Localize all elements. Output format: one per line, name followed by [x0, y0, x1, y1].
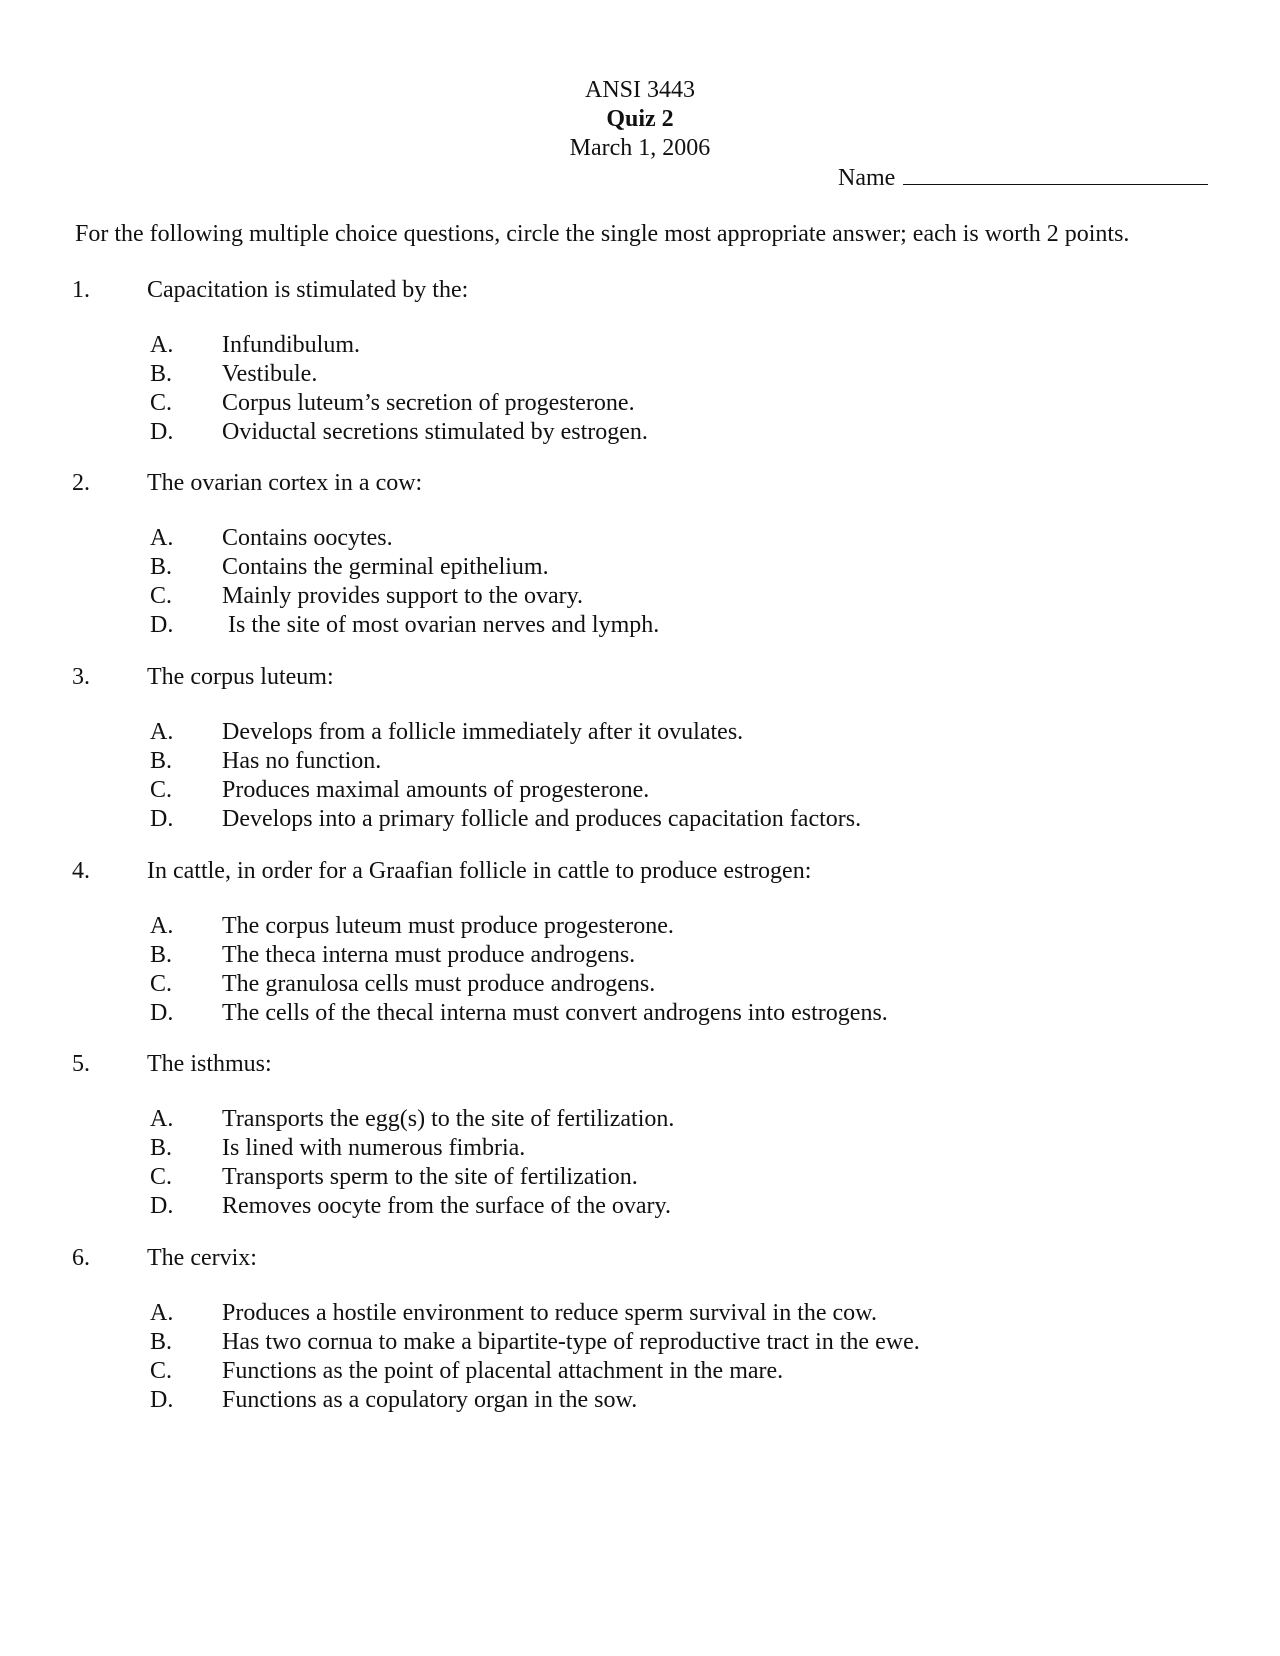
option-text: Functions as a copulatory organ in the sow.	[222, 1387, 638, 1413]
quiz-header	[0, 76, 1280, 163]
option-letter: A.	[150, 1106, 174, 1132]
option-text: Removes oocyte from the surface of the ovary.	[222, 1193, 671, 1219]
option-text: Functions as the point of placental attachment in the mare.	[222, 1358, 784, 1384]
option-text: Corpus luteum’s secretion of progesterone.	[222, 390, 635, 416]
option-letter: B.	[150, 1329, 173, 1355]
answer-option[interactable]	[72, 718, 1222, 747]
option-letter: D.	[150, 612, 174, 638]
option-text: Contains the germinal epithelium.	[222, 554, 549, 580]
answer-option[interactable]	[72, 941, 1222, 970]
instructions: For the following multiple choice questions, circle the single most appropriate answer; each is worth 2 points.	[75, 221, 1130, 247]
option-text: Transports sperm to the site of fertilization.	[222, 1164, 638, 1190]
answer-option[interactable]	[72, 1299, 1222, 1328]
question-number: 2.	[72, 470, 90, 496]
name-label: Name	[838, 165, 896, 191]
option-letter: B.	[150, 748, 173, 774]
option-text: Produces maximal amounts of progesterone.	[222, 777, 650, 803]
option-text: The corpus luteum must produce progesterone.	[222, 913, 674, 939]
option-text: Oviductal secretions stimulated by estrogen.	[222, 419, 648, 445]
option-letter: C.	[150, 777, 173, 803]
answer-option[interactable]	[72, 418, 1222, 447]
option-letter: D.	[150, 1387, 174, 1413]
question-5	[72, 1050, 1222, 1221]
option-letter: A.	[150, 719, 174, 745]
question-number: 3.	[72, 664, 90, 690]
option-letter: A.	[150, 1300, 174, 1326]
option-letter: B.	[150, 554, 173, 580]
question-4	[72, 857, 1222, 1028]
answer-option[interactable]	[72, 331, 1222, 360]
option-text: The cells of the thecal interna must convert androgens into estrogens.	[222, 1000, 888, 1026]
option-text: Is the site of most ovarian nerves and lymph.	[222, 612, 660, 638]
answer-option[interactable]	[72, 1328, 1222, 1357]
option-letter: A.	[150, 525, 174, 551]
option-text: Is lined with numerous fimbria.	[222, 1135, 526, 1161]
answer-option[interactable]	[72, 1163, 1222, 1192]
question-text: The ovarian cortex in a cow:	[147, 470, 423, 496]
option-letter: A.	[150, 332, 174, 358]
name-blank-line[interactable]	[903, 162, 1208, 185]
option-text: Mainly provides support to the ovary.	[222, 583, 584, 609]
course-title: ANSI 3443	[584, 77, 695, 103]
question-number: 5.	[72, 1051, 90, 1077]
question-3	[72, 663, 1222, 834]
answer-option[interactable]	[72, 553, 1222, 582]
option-letter: A.	[150, 913, 174, 939]
answer-option[interactable]	[72, 1192, 1222, 1221]
option-text: Transports the egg(s) to the site of fertilization.	[222, 1106, 675, 1132]
answer-option[interactable]	[72, 1105, 1222, 1134]
option-text: Develops from a follicle immediately after it ovulates.	[222, 719, 744, 745]
option-letter: B.	[150, 942, 173, 968]
option-letter: B.	[150, 361, 173, 387]
question-6	[72, 1244, 1222, 1415]
answer-option[interactable]	[72, 1357, 1222, 1386]
answer-option[interactable]	[72, 360, 1222, 389]
option-letter: C.	[150, 390, 173, 416]
option-text: Produces a hostile environment to reduce sperm survival in the cow.	[222, 1300, 877, 1326]
question-text: Capacitation is stimulated by the:	[147, 277, 469, 303]
answer-option[interactable]	[72, 805, 1222, 834]
quiz-date: March 1, 2006	[569, 135, 711, 161]
answer-option[interactable]	[72, 582, 1222, 611]
option-letter: B.	[150, 1135, 173, 1161]
answer-option[interactable]	[72, 611, 1222, 640]
option-letter: C.	[150, 1164, 173, 1190]
option-letter: D.	[150, 1000, 174, 1026]
option-text: The granulosa cells must produce androgens.	[222, 971, 656, 997]
option-text: Has no function.	[222, 748, 382, 774]
question-number: 4.	[72, 858, 90, 884]
answer-option[interactable]	[72, 1134, 1222, 1163]
answer-option[interactable]	[72, 912, 1222, 941]
question-text: The cervix:	[147, 1245, 257, 1271]
option-letter: C.	[150, 1358, 173, 1384]
option-text: Contains oocytes.	[222, 525, 393, 551]
option-letter: D.	[150, 419, 174, 445]
question-number: 6.	[72, 1245, 90, 1271]
option-text: Develops into a primary follicle and produces capacitation factors.	[222, 806, 862, 832]
quiz-title: Quiz 2	[606, 106, 674, 132]
question-number: 1.	[72, 277, 90, 303]
question-text: The corpus luteum:	[147, 664, 334, 690]
option-letter: C.	[150, 971, 173, 997]
option-letter: D.	[150, 1193, 174, 1219]
option-letter: C.	[150, 583, 173, 609]
option-text: Infundibulum.	[222, 332, 360, 358]
name-field-row	[838, 162, 1208, 193]
option-letter: D.	[150, 806, 174, 832]
option-text: The theca interna must produce androgens.	[222, 942, 636, 968]
option-text: Has two cornua to make a bipartite-type of reproductive tract in the ewe.	[222, 1329, 920, 1355]
answer-option[interactable]	[72, 1386, 1222, 1415]
question-1	[72, 276, 1222, 447]
answer-option[interactable]	[72, 389, 1222, 418]
question-2	[72, 469, 1222, 640]
answer-option[interactable]	[72, 999, 1222, 1028]
question-text: In cattle, in order for a Graafian follicle in cattle to produce estrogen:	[147, 858, 812, 884]
question-text: The isthmus:	[147, 1051, 272, 1077]
answer-option[interactable]	[72, 776, 1222, 805]
option-text: Vestibule.	[222, 361, 318, 387]
answer-option[interactable]	[72, 747, 1222, 776]
answer-option[interactable]	[72, 524, 1222, 553]
answer-option[interactable]	[72, 970, 1222, 999]
